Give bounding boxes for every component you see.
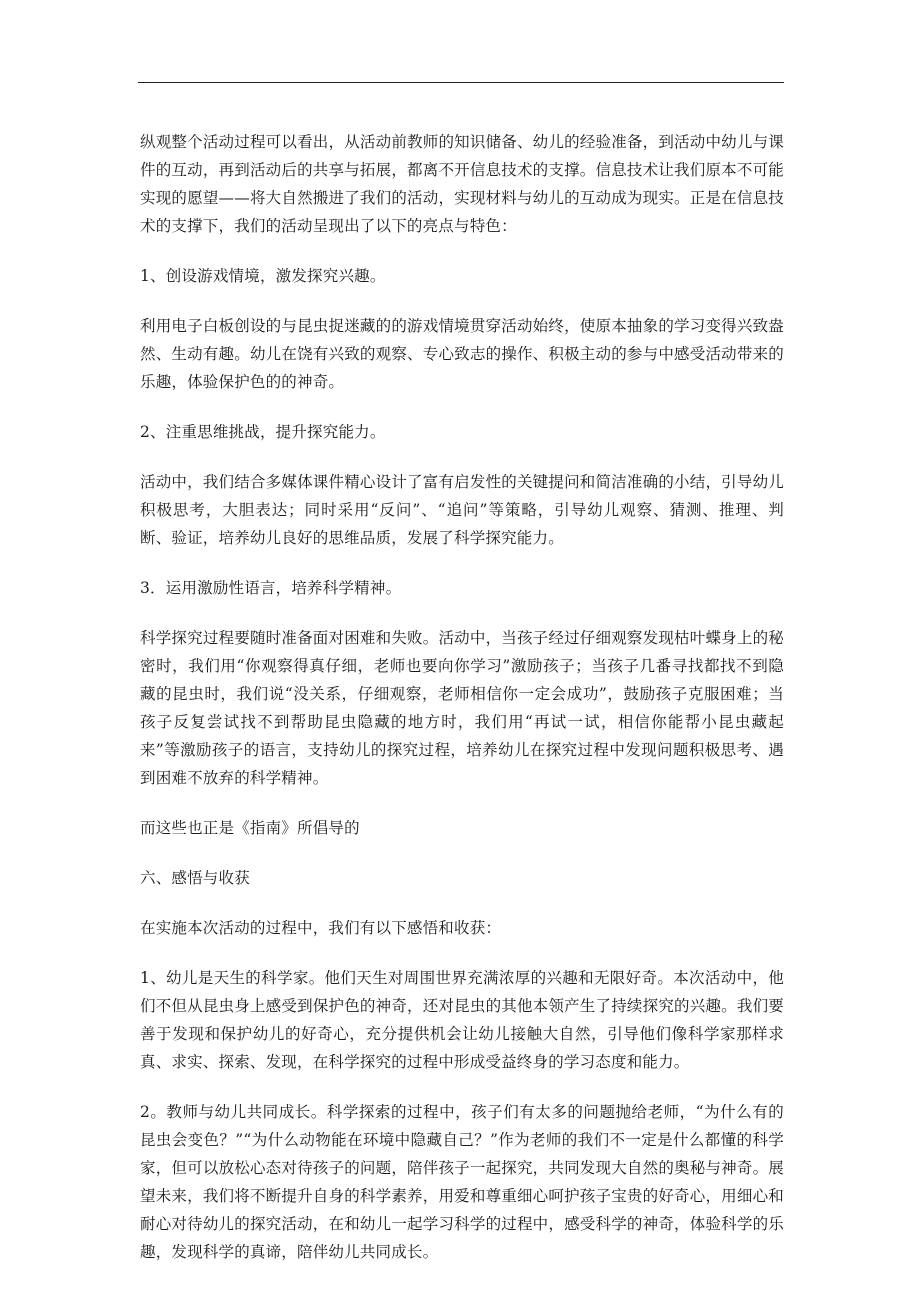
header-rule xyxy=(138,82,784,83)
section-paragraph-2: 活动中，我们结合多媒体课件精心设计了富有启发性的关键提问和简洁准确的小结，引导幼儿积极思考，大胆表达；同时采用“反问”、“追问”等策略，引导幼儿观察、猜测、推理、判断、验证，培养幼儿良好的思维品质，发展了科学探究能力。 xyxy=(140,473,784,547)
section-heading-3: 3．运用激励性语言，培养科学精神。 xyxy=(140,579,402,597)
section-heading-1: 1、创设游戏情境，激发探究兴趣。 xyxy=(140,267,386,285)
chapter-heading: 六、感悟与收获 xyxy=(140,869,250,887)
section-paragraph-1: 利用电子白板创设的与昆虫捉迷藏的的游戏情境贯穿活动始终，使原本抽象的学习变得兴致盎然、生动有趣。幼儿在饶有兴致的观察、专心致志的操作、积极主动的参与中感受活动带来的乐趣，体验保护色的的神奇。 xyxy=(140,317,784,391)
guideline-paragraph: 而这些也正是《指南》所倡导的 xyxy=(140,819,360,837)
section-paragraph-3: 科学探究过程要随时准备面对困难和失败。活动中，当孩子经过仔细观察发现枯叶蝶身上的秘密时，我们用“你观察得真仔细，老师也要向你学习”激励孩子；当孩子几番寻找都找不到隐藏的昆虫时，我们说“没关系，仔细观察，老师相信你一定会成功”，鼓励孩子克服困难；当孩子反复尝试找不到帮助昆虫隐藏的地方时，我们用“再试一试，相信你能帮小昆虫藏起来”等激励孩子的语言，支持幼儿的探究过程，培养幼儿在探究过程中发现问题积极思考、遇到困难不放弃的科学精神。 xyxy=(140,629,784,787)
document-body xyxy=(140,128,784,1288)
reflection-intro: 在实施本次活动的过程中，我们有以下感悟和收获： xyxy=(140,919,502,937)
intro-paragraph: 纵观整个活动过程可以看出，从活动前教师的知识储备、幼儿的经验准备，到活动中幼儿与课件的互动，再到活动后的共享与拓展，都离不开信息技术的支撑。信息技术让我们原本不可能实现的愿望——将大自然搬进了我们的活动，实现材料与幼儿的互动成为现实。正是在信息技术的支撑下，我们的活动呈现出了以下的亮点与特色： xyxy=(140,133,784,235)
reflection-paragraph-1: 1、幼儿是天生的科学家。他们天生对周围世界充满浓厚的兴趣和无限好奇。本次活动中，他们不但从昆虫身上感受到保护色的神奇，还对昆虫的其他本领产生了持续探究的兴趣。我们要善于发现和保护幼儿的好奇心，充分提供机会让幼儿接触大自然，引导他们像科学家那样求真、求实、探索、发现，在科学探究的过程中形成受益终身的学习态度和能力。 xyxy=(140,969,784,1071)
reflection-paragraph-2: 2。教师与幼儿共同成长。科学探索的过程中，孩子们有太多的问题抛给老师，“为什么有的昆虫会变色？”“为什么动物能在环境中隐藏自己？”作为老师的我们不一定是什么都懂的科学家，但可以放松心态对待孩子的问题，陪伴孩子一起探究，共同发现大自然的奥秘与神奇。展望未来，我们将不断提升自身的科学素养，用爱和尊重细心呵护孩子宝贵的好奇心，用细心和耐心对待幼儿的探究活动，在和幼儿一起学习科学的过程中，感受科学的神奇，体验科学的乐趣，发现科学的真谛，陪伴幼儿共同成长。 xyxy=(140,1103,784,1261)
section-heading-2: 2、注重思维挑战，提升探究能力。 xyxy=(140,423,386,441)
